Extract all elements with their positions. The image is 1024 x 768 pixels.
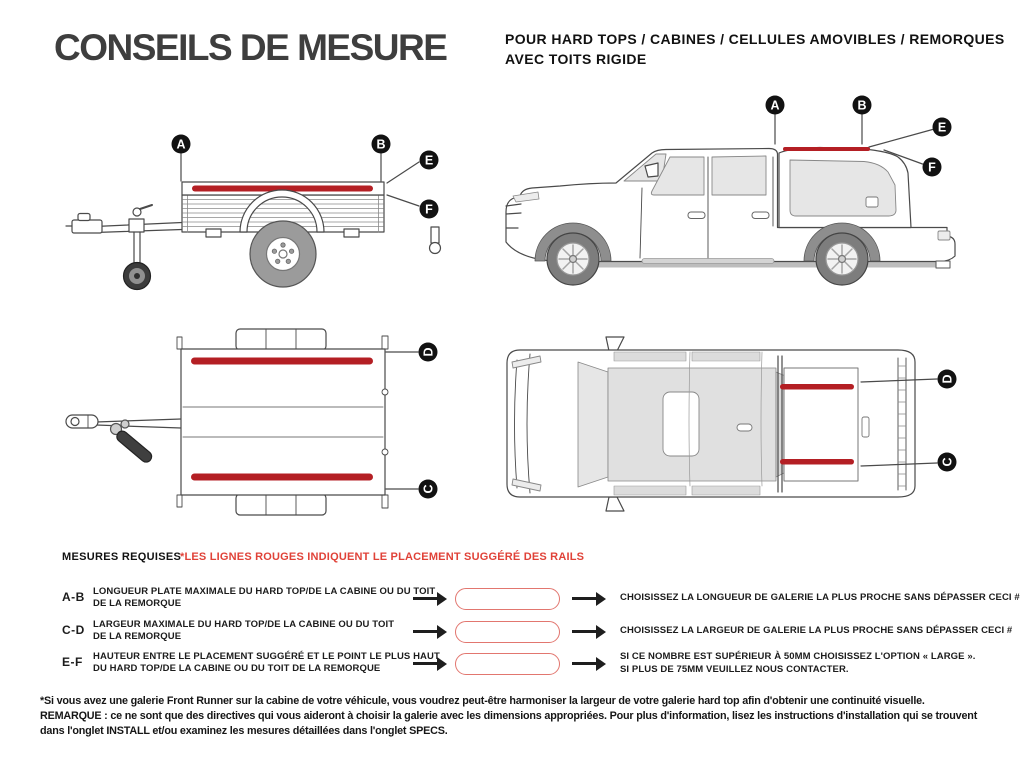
label-e: E: [424, 153, 434, 168]
measure-instruction: [620, 625, 1012, 638]
arrow-right-icon: [572, 597, 597, 600]
truck-top-roof: [578, 352, 790, 495]
red-rails-note: *LES LIGNES ROUGES INDIQUENT LE PLACEMENT SUGGÉRÉ DES RAILS: [180, 551, 585, 563]
trailer-jockey-handle: [115, 429, 154, 464]
measures-section-title: MESURES REQUISES: [62, 551, 182, 563]
description-line: LARGEUR MAXIMALE DU HARD TOP/DE LA CABINE OU DU TOIT: [93, 619, 395, 630]
rail-highlight: [191, 358, 373, 365]
description-line: DU HARD TOP/DE LA CABINE OU DU TOIT DE LA REMORQUE: [93, 663, 381, 674]
label-b: B: [857, 98, 867, 113]
measure-instruction: [620, 592, 1020, 605]
label-a: A: [176, 137, 186, 152]
label-c: C: [940, 457, 955, 467]
truck-top-diagram: [503, 331, 975, 517]
instruction-line: CHOISISSEZ LA LARGEUR DE GALERIE LA PLUS PROCHE SANS DÉPASSER CECI #: [620, 625, 1013, 636]
footnote-line: *Si vous avez une galerie Front Runner sur la cabine de votre véhicule, vous voudrez peut-être harmoniser la largeur de votre galerie hard top afin d'obtenir une continuité visuelle.: [40, 695, 925, 707]
trailer-top-diagram: [58, 325, 465, 525]
arrow-right-icon: [413, 662, 438, 665]
description-line: HAUTEUR ENTRE LE PLACEMENT SUGGÉRÉ ET LE POINT LE PLUS HAUT: [93, 651, 440, 662]
label-d: D: [421, 347, 436, 357]
measure-value-field: [455, 621, 560, 643]
trailer-jockey-wheel: [124, 205, 153, 290]
page-title: CONSEILS DE MESURE: [54, 27, 447, 68]
rail-highlight: [780, 384, 854, 390]
label-a: A: [770, 98, 780, 113]
truck-front-wheel: [547, 233, 599, 285]
label-e: E: [937, 120, 947, 135]
subtitle-line-2: AVEC TOITS RIGIDE: [505, 51, 647, 67]
footnote-line: REMARQUE : ce ne sont que des directives qui vous aideront à choisir la galerie avec les dimensions appropriées. Pour plus d'information, lisez les instructions d'installation qui se trouvent: [40, 710, 978, 722]
footnote-line: dans l'onglet INSTALL et/ou examinez les mesures détaillées dans l'onglet SPECS.: [40, 725, 448, 737]
measure-description: [93, 586, 435, 610]
range-label: A-B: [62, 590, 85, 604]
label-c: C: [421, 484, 436, 494]
label-d: D: [940, 374, 955, 384]
description-line: LONGUEUR PLATE MAXIMALE DU HARD TOP/DE LA CABINE OU DU TOIT: [93, 586, 436, 597]
trailer-side-diagram: [55, 93, 460, 310]
truck-rear-wheel: [816, 233, 868, 285]
measure-row-cd: [0, 618, 1024, 648]
range-label: C-D: [62, 623, 85, 637]
measure-description: [93, 651, 440, 675]
arrow-right-icon: [572, 662, 597, 665]
rail-highlight: [191, 474, 373, 481]
label-f: F: [425, 202, 433, 217]
truck-side-diagram: [498, 88, 976, 295]
trailer-top-drawbar: [66, 415, 181, 464]
rail-highlight: [783, 147, 870, 151]
trailer-drawbar: [66, 214, 182, 234]
measure-row-ef: [0, 650, 1024, 680]
measure-description: [93, 619, 394, 643]
measure-value-field: [455, 588, 560, 610]
description-line: DE LA REMORQUE: [93, 598, 182, 609]
arrow-right-icon: [413, 630, 438, 633]
measure-row-ab: [0, 585, 1024, 615]
arrow-right-icon: [413, 597, 438, 600]
arrow-right-icon: [572, 630, 597, 633]
sunroof: [663, 392, 699, 456]
subtitle-line-1: POUR HARD TOPS / CABINES / CELLULES AMOVIBLES / REMORQUES: [505, 31, 1005, 47]
measure-instruction: [620, 651, 975, 676]
trailer-top-box: [181, 349, 388, 495]
truck-canopy: [779, 147, 911, 228]
trailer-top-markers: [386, 352, 418, 489]
page-subtitle: [505, 29, 1005, 69]
rail-highlight: [780, 459, 854, 465]
footnote: [40, 694, 977, 739]
range-label: E-F: [62, 655, 83, 669]
label-f: F: [928, 160, 936, 175]
description-line: DE LA REMORQUE: [93, 631, 182, 642]
label-b: B: [376, 137, 386, 152]
measure-value-field: [455, 653, 560, 675]
instruction-line: SI CE NOMBRE EST SUPÉRIEUR À 50MM CHOISISSEZ L'OPTION « LARGE ».: [620, 651, 976, 662]
instruction-line: CHOISISSEZ LA LONGUEUR DE GALERIE LA PLUS PROCHE SANS DÉPASSER CECI #: [620, 592, 1020, 603]
instruction-line: SI PLUS DE 75MM VEUILLEZ NOUS CONTACTER.: [620, 663, 849, 675]
